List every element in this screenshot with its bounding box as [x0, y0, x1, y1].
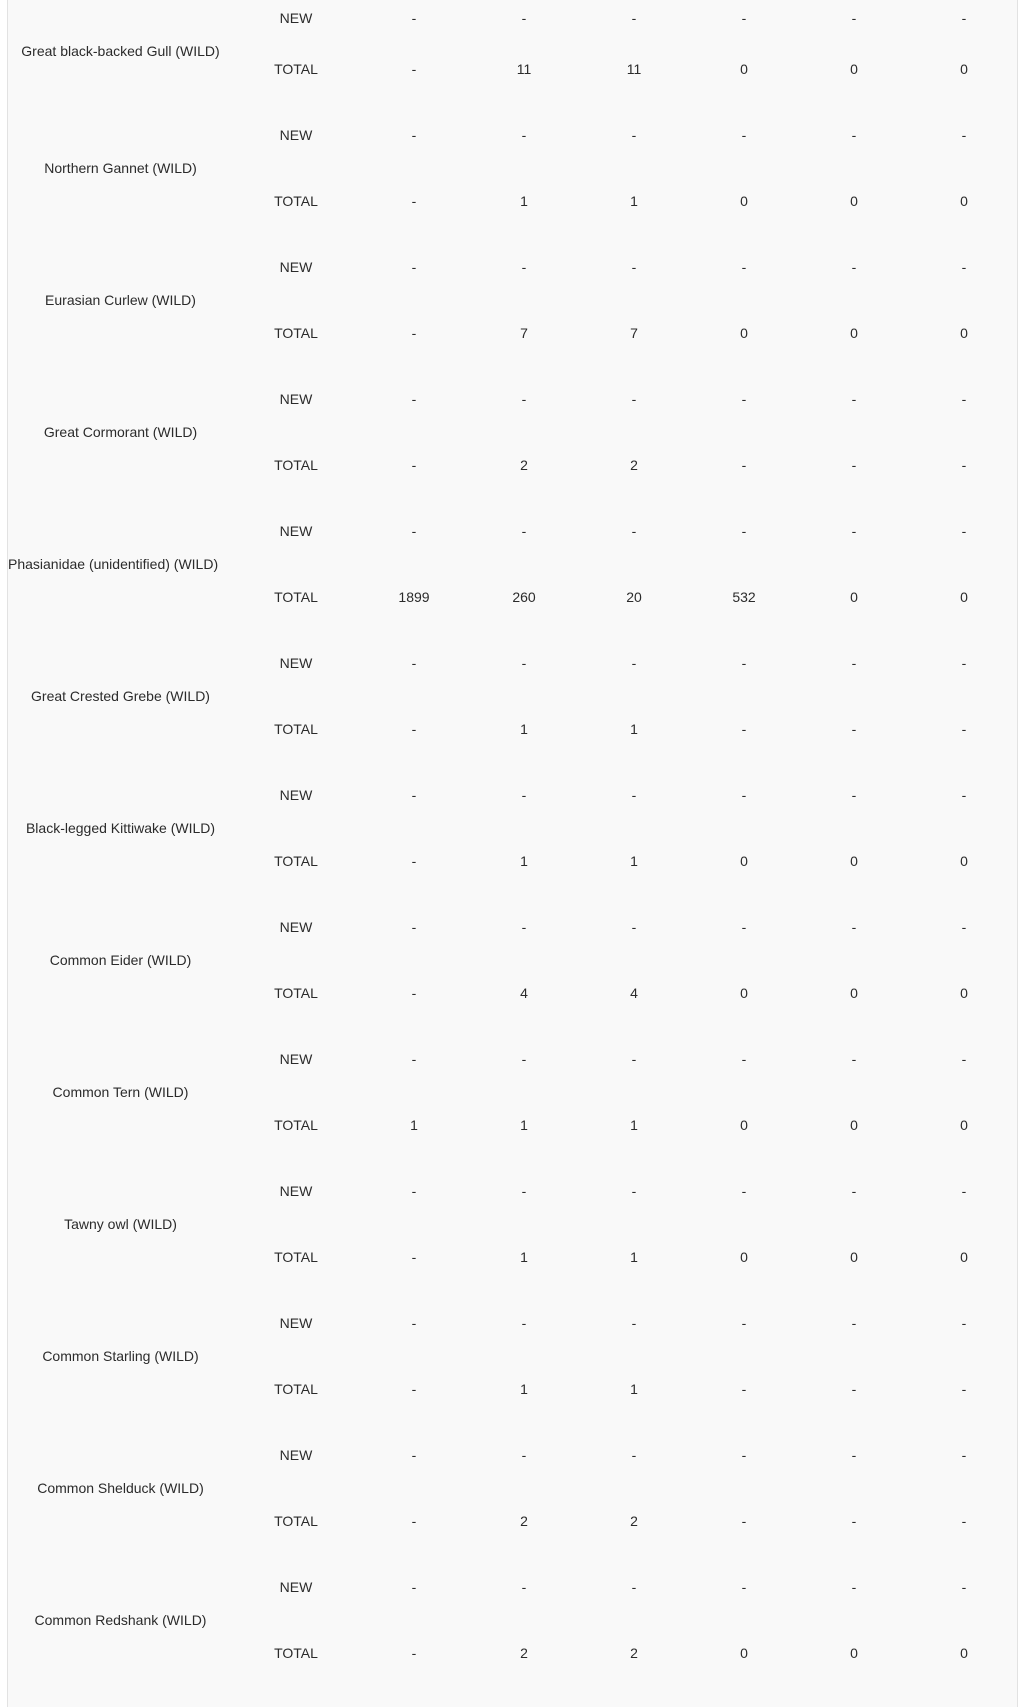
value-cell: 260: [512, 589, 536, 605]
value-cell: -: [631, 655, 637, 671]
species-name: Common Eider (WILD): [49, 952, 192, 968]
value-cell: -: [961, 1381, 967, 1397]
value-cell: 0: [960, 985, 968, 1001]
value-cell: 0: [850, 589, 858, 605]
value-cell: -: [741, 721, 747, 737]
value-cell: 0: [740, 325, 748, 341]
row-type-label: NEW: [279, 1183, 313, 1199]
row-type-label: TOTAL: [274, 1249, 318, 1265]
value-cell: 0: [850, 61, 858, 77]
value-cell: -: [961, 523, 967, 539]
value-cell: -: [961, 919, 967, 935]
species-name: Eurasian Curlew (WILD): [45, 292, 196, 308]
row-type-label: NEW: [279, 391, 313, 407]
value-cell: -: [631, 1447, 637, 1463]
value-cell: 0: [850, 1117, 858, 1133]
value-cell: 11: [626, 61, 642, 77]
value-cell: 1: [520, 1381, 528, 1397]
value-cell: -: [631, 1579, 637, 1595]
value-cell: -: [411, 391, 417, 407]
value-cell: -: [411, 259, 417, 275]
value-cell: -: [521, 1315, 527, 1331]
table-row: [8, 1554, 1019, 1620]
value-cell: -: [961, 1051, 967, 1067]
value-cell: -: [411, 919, 417, 935]
value-cell: -: [741, 655, 747, 671]
value-cell: 2: [630, 1645, 638, 1661]
value-cell: 1: [630, 721, 638, 737]
value-cell: 1: [630, 1117, 638, 1133]
value-cell: -: [741, 1513, 747, 1529]
value-cell: 532: [732, 589, 756, 605]
table-row: [8, 102, 1019, 168]
species-name: Northern Gannet (WILD): [44, 160, 197, 176]
row-type-label: TOTAL: [274, 853, 318, 869]
value-cell: -: [741, 523, 747, 539]
value-cell: -: [521, 919, 527, 935]
value-cell: -: [741, 391, 747, 407]
species-name: Great Cormorant (WILD): [43, 424, 198, 440]
value-cell: -: [851, 1579, 857, 1595]
value-cell: -: [741, 1447, 747, 1463]
value-cell: 0: [740, 61, 748, 77]
table-row: [8, 1290, 1019, 1356]
value-cell: -: [631, 10, 637, 26]
value-cell: 20: [626, 589, 642, 605]
row-type-label: TOTAL: [274, 457, 318, 473]
value-cell: 1: [630, 1249, 638, 1265]
value-cell: -: [851, 1315, 857, 1331]
table-row: [8, 234, 1019, 300]
value-cell: -: [741, 787, 747, 803]
value-cell: -: [851, 127, 857, 143]
value-cell: -: [411, 457, 417, 473]
value-cell: -: [851, 1447, 857, 1463]
row-type-label: NEW: [279, 259, 313, 275]
row-type-label: TOTAL: [274, 1645, 318, 1661]
row-type-label: NEW: [279, 787, 313, 803]
value-cell: -: [851, 523, 857, 539]
value-cell: 0: [960, 61, 968, 77]
table-row: [8, 498, 1019, 564]
value-cell: -: [851, 1051, 857, 1067]
species-name: Phasianidae (unidentified) (WILD): [8, 556, 219, 572]
value-cell: -: [631, 127, 637, 143]
row-type-label: TOTAL: [274, 1513, 318, 1529]
table-row: [8, 630, 1019, 696]
value-cell: -: [411, 1051, 417, 1067]
value-cell: -: [851, 391, 857, 407]
species-name: Great Crested Grebe (WILD): [31, 688, 210, 704]
value-cell: -: [851, 259, 857, 275]
value-cell: 2: [520, 1645, 528, 1661]
value-cell: 0: [960, 1249, 968, 1265]
value-cell: -: [411, 10, 417, 26]
value-cell: -: [851, 1183, 857, 1199]
value-cell: -: [961, 1513, 967, 1529]
value-cell: -: [851, 919, 857, 935]
table-row: [8, 894, 1019, 960]
value-cell: 0: [960, 193, 968, 209]
value-cell: -: [411, 655, 417, 671]
table-row: [8, 366, 1019, 432]
value-cell: 1: [630, 853, 638, 869]
table-body: [8, 0, 1019, 1686]
value-cell: -: [411, 523, 417, 539]
value-cell: -: [961, 127, 967, 143]
value-cell: -: [521, 1579, 527, 1595]
table-row: [8, 1158, 1019, 1224]
value-cell: 1: [630, 193, 638, 209]
value-cell: 4: [520, 985, 528, 1001]
species-name: Great black-backed Gull (WILD): [21, 43, 220, 59]
value-cell: 0: [850, 1249, 858, 1265]
value-cell: 2: [630, 1513, 638, 1529]
value-cell: -: [631, 523, 637, 539]
row-type-label: NEW: [279, 1579, 313, 1595]
value-cell: -: [961, 1183, 967, 1199]
row-type-label: TOTAL: [274, 193, 318, 209]
value-cell: 0: [740, 1645, 748, 1661]
value-cell: -: [961, 1579, 967, 1595]
value-cell: 0: [960, 325, 968, 341]
row-type-label: TOTAL: [274, 721, 318, 737]
value-cell: -: [631, 1315, 637, 1331]
species-name: Tawny owl (WILD): [64, 1216, 177, 1232]
row-type-label: TOTAL: [274, 985, 318, 1001]
value-cell: -: [411, 1183, 417, 1199]
row-type-label: NEW: [279, 523, 313, 539]
value-cell: -: [411, 193, 417, 209]
value-cell: -: [411, 1447, 417, 1463]
value-cell: -: [631, 391, 637, 407]
value-cell: -: [411, 1249, 417, 1265]
table-row: [8, 1026, 1019, 1092]
value-cell: -: [411, 1381, 417, 1397]
value-cell: 4: [630, 985, 638, 1001]
value-cell: -: [411, 1513, 417, 1529]
value-cell: -: [521, 1051, 527, 1067]
value-cell: -: [631, 259, 637, 275]
value-cell: -: [741, 259, 747, 275]
value-cell: -: [521, 10, 527, 26]
value-cell: 0: [960, 589, 968, 605]
value-cell: -: [741, 10, 747, 26]
value-cell: -: [521, 259, 527, 275]
species-name: Black-legged Kittiwake (WILD): [25, 820, 216, 836]
value-cell: 1899: [398, 589, 430, 605]
value-cell: -: [741, 919, 747, 935]
row-type-label: NEW: [279, 1051, 313, 1067]
value-cell: -: [521, 127, 527, 143]
species-name: Common Tern (WILD): [52, 1084, 189, 1100]
value-cell: -: [961, 391, 967, 407]
value-cell: 11: [516, 61, 532, 77]
table-row: [8, 0, 1019, 36]
report-panel: [7, 0, 1018, 1707]
value-cell: -: [631, 1051, 637, 1067]
value-cell: 1: [520, 721, 528, 737]
value-cell: 2: [520, 1513, 528, 1529]
value-cell: 1: [520, 1117, 528, 1133]
value-cell: 7: [520, 325, 528, 341]
value-cell: -: [851, 787, 857, 803]
value-cell: -: [411, 985, 417, 1001]
value-cell: 0: [740, 985, 748, 1001]
value-cell: 0: [960, 1645, 968, 1661]
row-type-label: TOTAL: [274, 325, 318, 341]
row-type-label: TOTAL: [274, 589, 318, 605]
value-cell: -: [411, 853, 417, 869]
value-cell: -: [631, 919, 637, 935]
value-cell: -: [961, 1447, 967, 1463]
row-type-label: NEW: [279, 655, 313, 671]
value-cell: 0: [850, 325, 858, 341]
value-cell: -: [851, 457, 857, 473]
value-cell: -: [741, 1381, 747, 1397]
value-cell: -: [521, 1183, 527, 1199]
value-cell: 7: [630, 325, 638, 341]
value-cell: 0: [960, 853, 968, 869]
row-type-label: NEW: [279, 127, 313, 143]
value-cell: -: [521, 787, 527, 803]
value-cell: -: [741, 457, 747, 473]
row-type-label: NEW: [279, 1315, 313, 1331]
value-cell: -: [961, 655, 967, 671]
value-cell: 1: [520, 1249, 528, 1265]
value-cell: -: [411, 721, 417, 737]
value-cell: 0: [850, 193, 858, 209]
value-cell: -: [521, 1447, 527, 1463]
row-type-label: TOTAL: [274, 1117, 318, 1133]
value-cell: -: [741, 1315, 747, 1331]
value-cell: -: [631, 787, 637, 803]
value-cell: -: [851, 1513, 857, 1529]
value-cell: -: [631, 1183, 637, 1199]
value-cell: 1: [630, 1381, 638, 1397]
value-cell: 0: [960, 1117, 968, 1133]
value-cell: -: [411, 325, 417, 341]
species-name: Common Shelduck (WILD): [37, 1480, 204, 1496]
value-cell: -: [961, 1315, 967, 1331]
value-cell: -: [411, 787, 417, 803]
value-cell: -: [741, 127, 747, 143]
value-cell: 0: [740, 1249, 748, 1265]
value-cell: -: [411, 1645, 417, 1661]
value-cell: -: [741, 1051, 747, 1067]
row-type-label: NEW: [279, 10, 313, 26]
value-cell: -: [851, 655, 857, 671]
value-cell: -: [521, 655, 527, 671]
row-type-label: NEW: [279, 1447, 313, 1463]
value-cell: 2: [630, 457, 638, 473]
table-row: [8, 1422, 1019, 1488]
value-cell: -: [961, 721, 967, 737]
species-name: Common Redshank (WILD): [34, 1612, 207, 1628]
row-type-label: TOTAL: [274, 1381, 318, 1397]
value-cell: 1: [410, 1117, 418, 1133]
value-cell: -: [961, 457, 967, 473]
row-type-label: NEW: [279, 919, 313, 935]
value-cell: -: [521, 391, 527, 407]
value-cell: 0: [740, 1117, 748, 1133]
value-cell: 0: [850, 1645, 858, 1661]
value-cell: -: [851, 10, 857, 26]
value-cell: -: [411, 61, 417, 77]
value-cell: 1: [520, 193, 528, 209]
value-cell: -: [411, 1315, 417, 1331]
value-cell: -: [741, 1183, 747, 1199]
value-cell: -: [411, 1579, 417, 1595]
value-cell: 2: [520, 457, 528, 473]
value-cell: -: [851, 721, 857, 737]
species-name: Common Starling (WILD): [42, 1348, 199, 1364]
value-cell: -: [961, 787, 967, 803]
outbreak-species-table: [8, 0, 1019, 1686]
table-row: [8, 762, 1019, 828]
value-cell: 0: [740, 193, 748, 209]
value-cell: 0: [850, 985, 858, 1001]
value-cell: -: [741, 1579, 747, 1595]
value-cell: 1: [520, 853, 528, 869]
value-cell: 0: [740, 853, 748, 869]
value-cell: -: [961, 10, 967, 26]
value-cell: -: [851, 1381, 857, 1397]
row-type-label: TOTAL: [274, 61, 318, 77]
value-cell: -: [411, 127, 417, 143]
value-cell: -: [521, 523, 527, 539]
value-cell: 0: [850, 853, 858, 869]
value-cell: -: [961, 259, 967, 275]
